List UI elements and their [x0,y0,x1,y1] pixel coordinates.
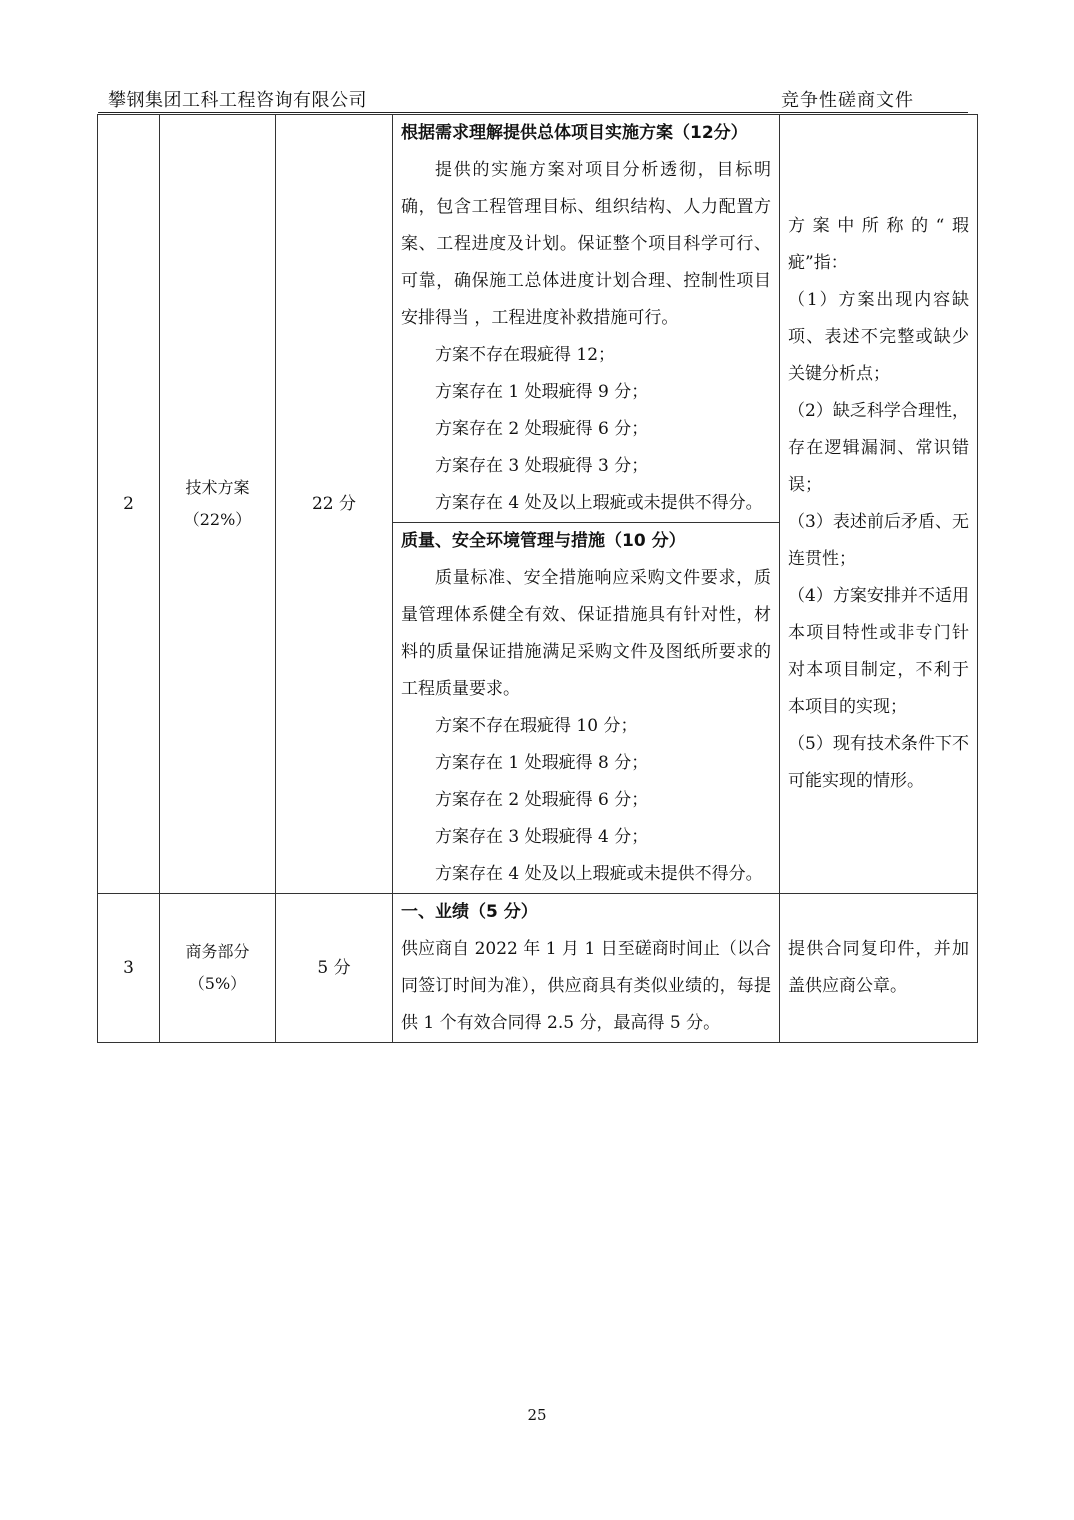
page-number: 25 [527,1406,547,1424]
standard-item: 方案存在 1 处瑕疵得 8 分； [435,753,649,773]
standard-title: 根据需求理解提供总体项目实施方案（12分） [401,123,748,143]
standard-block [393,522,779,893]
standard-item: 方案存在 1 处瑕疵得 9 分； [435,382,649,402]
standard-item: 方案存在 4 处及以上瑕疵或未提供不得分。 [435,493,763,513]
note-line: （1）方案出现内容缺项、表述不完整或缺少关键分析点； [788,290,969,384]
scoring-table [97,114,978,1043]
standard-item: 方案存在 2 处瑕疵得 6 分； [435,790,649,810]
standard-title: 质量、安全环境管理与措施（10 分） [401,531,686,551]
note-line: （3）表述前后矛盾、无连贯性； [788,512,969,569]
note-line: （4）方案安排并不适用本项目特性或非专门针对本项目制定，不利于本项目的实现； [788,586,969,717]
standard-block [401,115,771,522]
standard-item: 方案不存在瑕疵得 12； [435,345,616,365]
standard-body: 供应商自 2022 年 1 月 1 日至磋商时间止（以合同签订时间为准），供应商具有类似业绩的，每提供 1 个有效合同得 2.5 分，最高得 5 分。 [401,939,771,1033]
row-item [160,115,276,894]
standard-item: 方案不存在瑕疵得 10 分； [435,716,638,736]
standard-item: 方案存在 3 处瑕疵得 4 分； [435,827,649,847]
header-doc-title: 竞争性磋商文件 [781,90,914,111]
standard-item: 方案存在 4 处及以上瑕疵或未提供不得分。 [435,864,763,884]
header-rule [98,112,968,113]
standard-block [401,894,771,1042]
note-line: （5）现有技术条件下不可能实现的情形。 [788,734,969,791]
item-weight: （22%） [183,510,252,529]
header-company: 攀钢集团工科工程咨询有限公司 [108,90,367,111]
row-number: 2 [98,115,160,894]
standard-title: 一、业绩（5 分） [401,902,538,922]
note-line: （2）缺乏科学合理性，存在逻辑漏洞、常识错误； [788,401,969,495]
row-standard [393,115,780,894]
note-line: 方案中所称的“瑕疵”指： [788,216,969,273]
table-row [98,894,978,1043]
standard-item: 方案存在 2 处瑕疵得 6 分； [435,419,649,439]
row-note [780,894,978,1043]
standard-body: 质量标准、安全措施响应采购文件要求，质量管理体系健全有效、保证措施具有针对性，材料的质量保证措施满足采购文件及图纸所要求的工程质量要求。 [401,568,771,699]
row-score: 22 分 [276,115,393,894]
row-item [160,894,276,1043]
standard-body: 提供的实施方案对项目分析透彻，目标明确，包含工程管理目标、组织结构、人力配置方案、工程进度及计划。保证整个项目科学可行、可靠，确保施工总体进度计划合理、控制性项目安排得当 ，工程进度补救措施可行。 [401,160,771,328]
item-name: 技术方案 [185,478,250,497]
item-weight: （5%） [188,974,247,993]
standard-item: 方案存在 3 处瑕疵得 3 分； [435,456,649,476]
item-name: 商务部分 [185,942,250,961]
row-number: 3 [98,894,160,1043]
table-row [98,115,978,894]
row-note [780,115,978,894]
note-line: 提供合同复印件，并加盖供应商公章。 [788,939,969,996]
row-standard [393,894,780,1043]
row-score: 5 分 [276,894,393,1043]
